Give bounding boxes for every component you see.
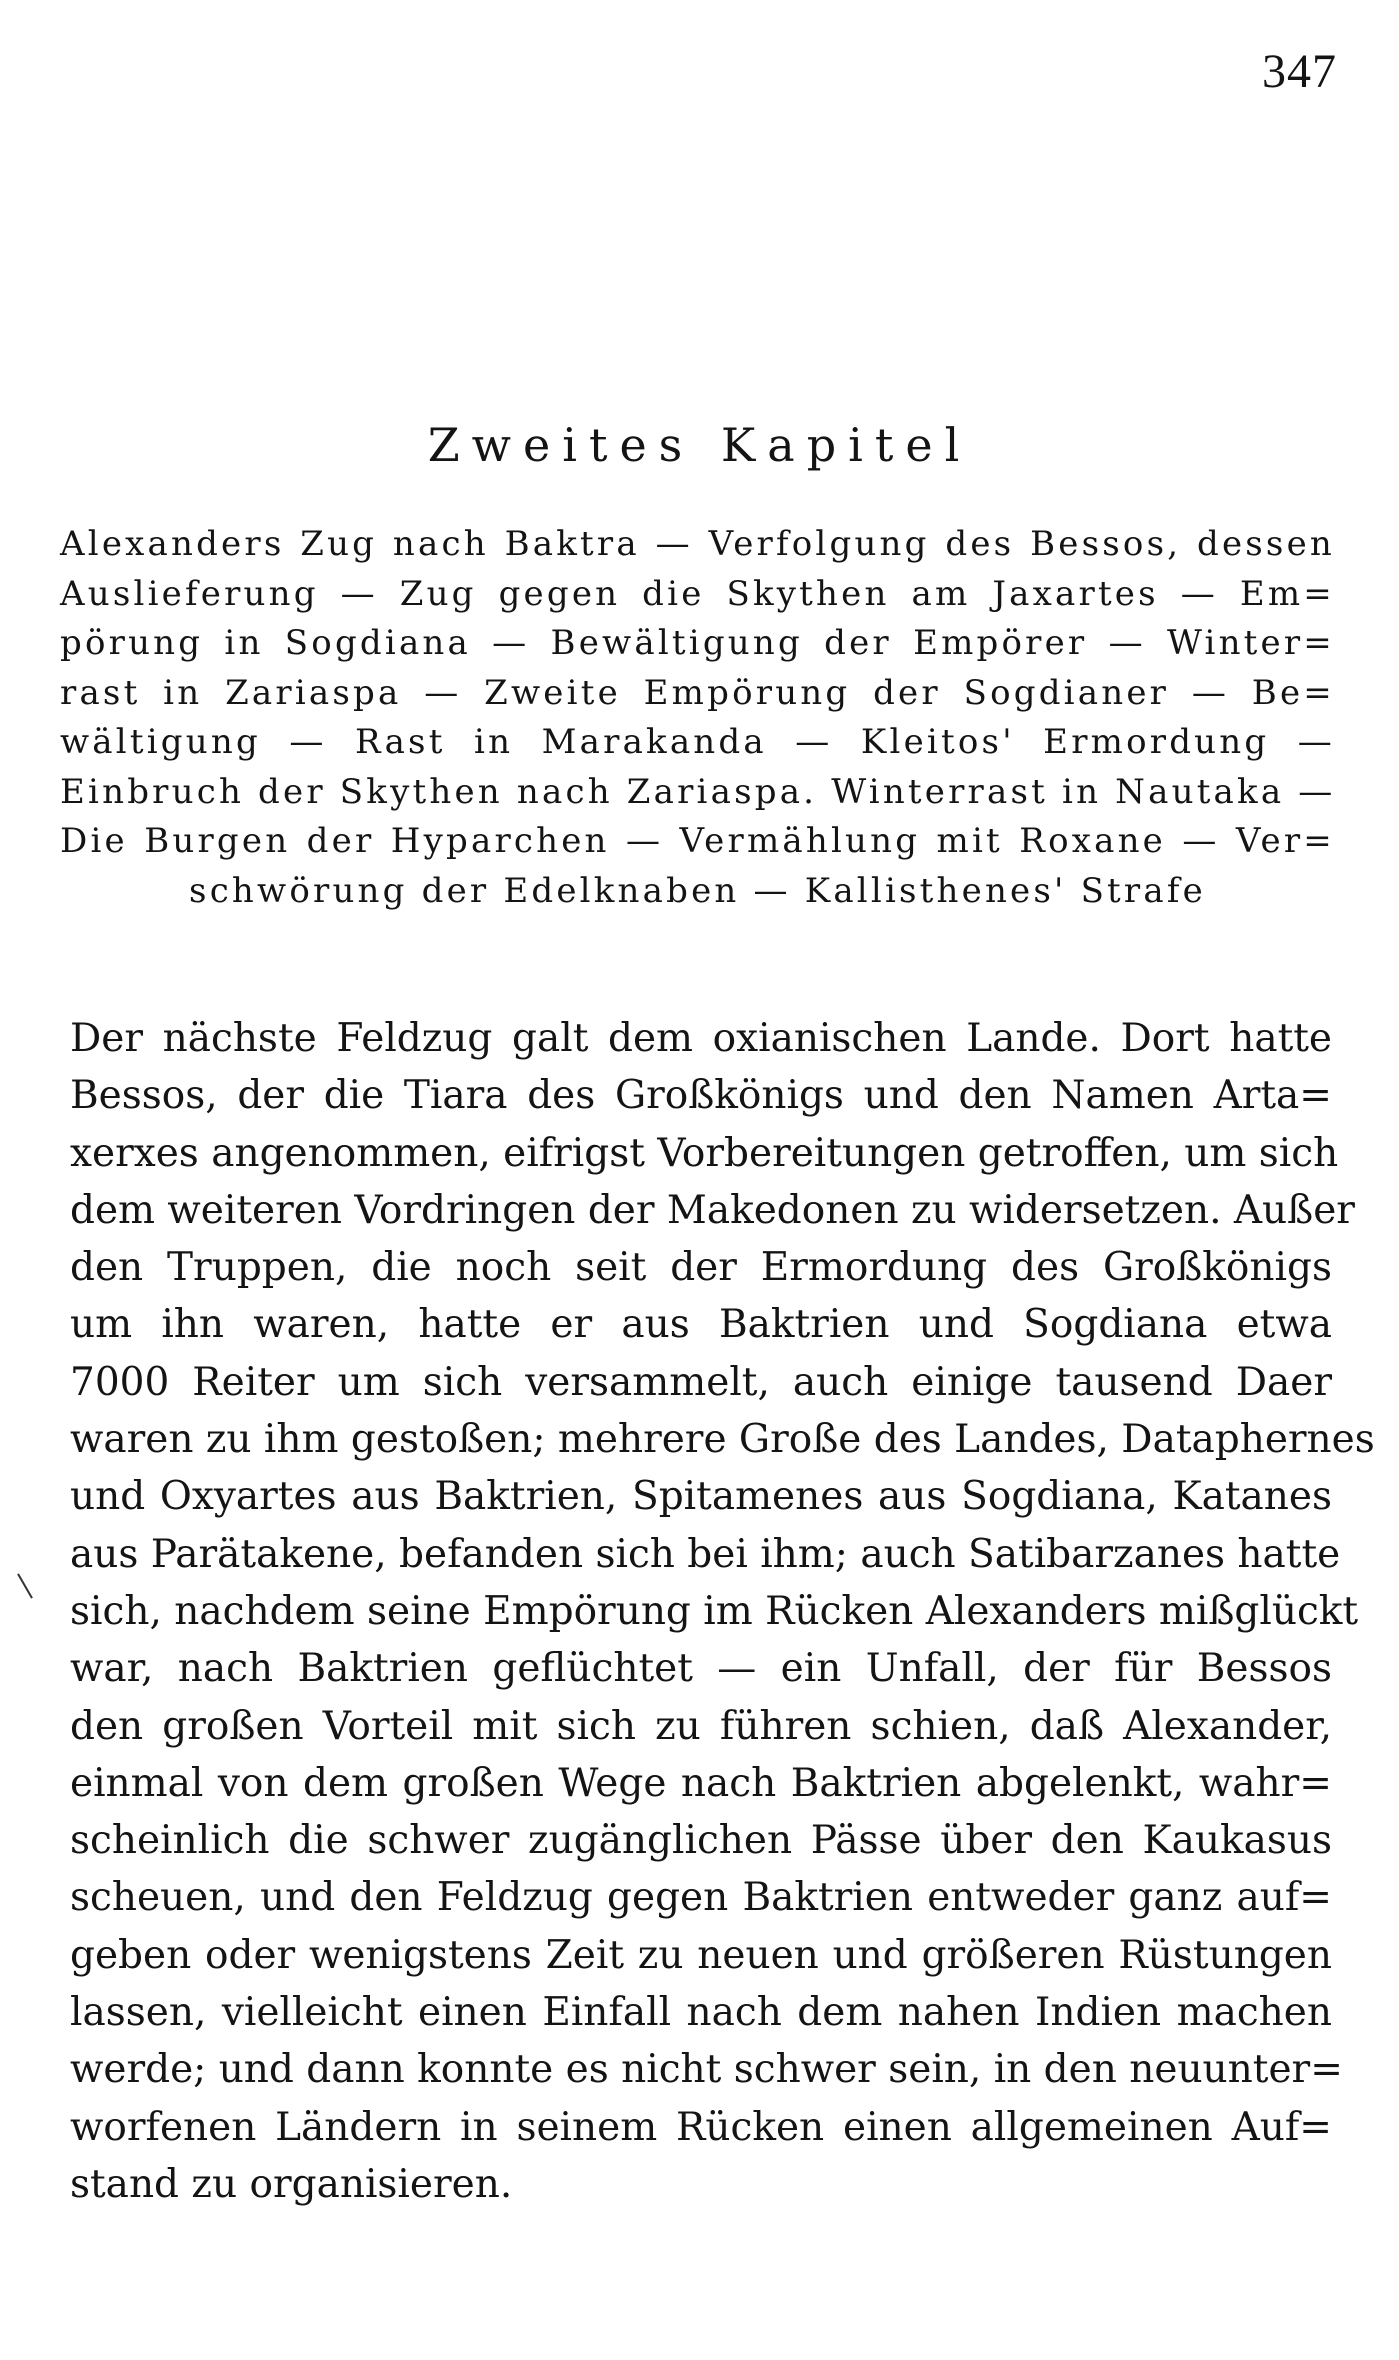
summary-line: schwörung der Edelknaben — Kallisthenes' Strafe bbox=[189, 870, 1206, 911]
text-line: den großen Vorteil mit sich zu führen schien, daß Alexander, bbox=[70, 1703, 1332, 1749]
text-line: xerxes angenommen, eifrigst Vorbereitungen getroffen, um sich bbox=[70, 1130, 1339, 1176]
text-line: aus Parätakene, befanden sich bei ihm; auch Satibarzanes hatte bbox=[70, 1531, 1341, 1577]
text-line: den Truppen, die noch seit der Ermordung des Großkönigs bbox=[70, 1245, 1332, 1291]
page-number: 347 bbox=[1262, 45, 1337, 98]
text-line: werde; und dann konnte es nicht schwer sein, in den neuunter= bbox=[70, 2047, 1343, 2093]
text-line: 7000 Reiter um sich versammelt, auch einige tausend Daer bbox=[70, 1359, 1332, 1405]
body-paragraph bbox=[70, 1010, 1375, 2213]
text-line: lassen, vielleicht einen Einfall nach dem nahen Indien machen bbox=[70, 1990, 1332, 2036]
summary-line: rast in Zariaspa — Zweite Empörung der Sogdianer — Be= bbox=[60, 672, 1335, 713]
margin-mark bbox=[17, 1573, 33, 1598]
text-line: scheinlich die schwer zugänglichen Pässe über den Kaukasus bbox=[70, 1818, 1332, 1864]
summary-line: pörung in Sogdiana — Bewältigung der Empörer — Winter= bbox=[60, 623, 1335, 663]
text-line: dem weiteren Vordringen der Makedonen zu widersetzen. Außer bbox=[70, 1187, 1355, 1233]
chapter-summary bbox=[60, 520, 1335, 916]
text-line: worfenen Ländern in seinem Rücken einen allgemeinen Auf= bbox=[70, 2104, 1332, 2150]
summary-line: Alexanders Zug nach Baktra — Verfolgung des Bessos, dessen bbox=[60, 524, 1335, 564]
text-line: waren zu ihm gestoßen; mehrere Große des Landes, Dataphernes bbox=[70, 1417, 1375, 1463]
text-line: scheuen, und den Feldzug gegen Baktrien entweder ganz auf= bbox=[70, 1875, 1332, 1921]
summary-line: Auslieferung — Zug gegen die Skythen am Jaxartes — Em= bbox=[60, 573, 1335, 614]
text-line: war, nach Baktrien geflüchtet — ein Unfall, der für Bessos bbox=[70, 1646, 1332, 1692]
text-line: Bessos, der die Tiara des Großkönigs und den Namen Arta= bbox=[70, 1073, 1332, 1119]
summary-line: Die Burgen der Hyparchen — Vermählung mit Roxane — Ver= bbox=[60, 821, 1335, 861]
summary-line: wältigung — Rast in Marakanda — Kleitos' Ermordung — bbox=[60, 722, 1335, 762]
text-line: und Oxyartes aus Baktrien, Spitamenes aus Sogdiana, Katanes bbox=[70, 1474, 1332, 1520]
text-line: Der nächste Feldzug galt dem oxianischen Lande. Dort hatte bbox=[70, 1016, 1332, 1061]
text-line: um ihn waren, hatte er aus Baktrien und Sogdiana etwa bbox=[70, 1302, 1332, 1348]
summary-line: Einbruch der Skythen nach Zariaspa. Winterrast in Nautaka — bbox=[60, 771, 1336, 812]
text-line: einmal von dem großen Wege nach Baktrien abgelenkt, wahr= bbox=[70, 1760, 1332, 1806]
text-line: sich, nachdem seine Empörung im Rücken Alexanders mißglückt bbox=[70, 1588, 1359, 1634]
text-line: geben oder wenigstens Zeit zu neuen und größeren Rüstungen bbox=[70, 1932, 1332, 1978]
text-line: stand zu organisieren. bbox=[70, 2161, 513, 2207]
chapter-title: Zweites Kapitel bbox=[427, 418, 972, 472]
